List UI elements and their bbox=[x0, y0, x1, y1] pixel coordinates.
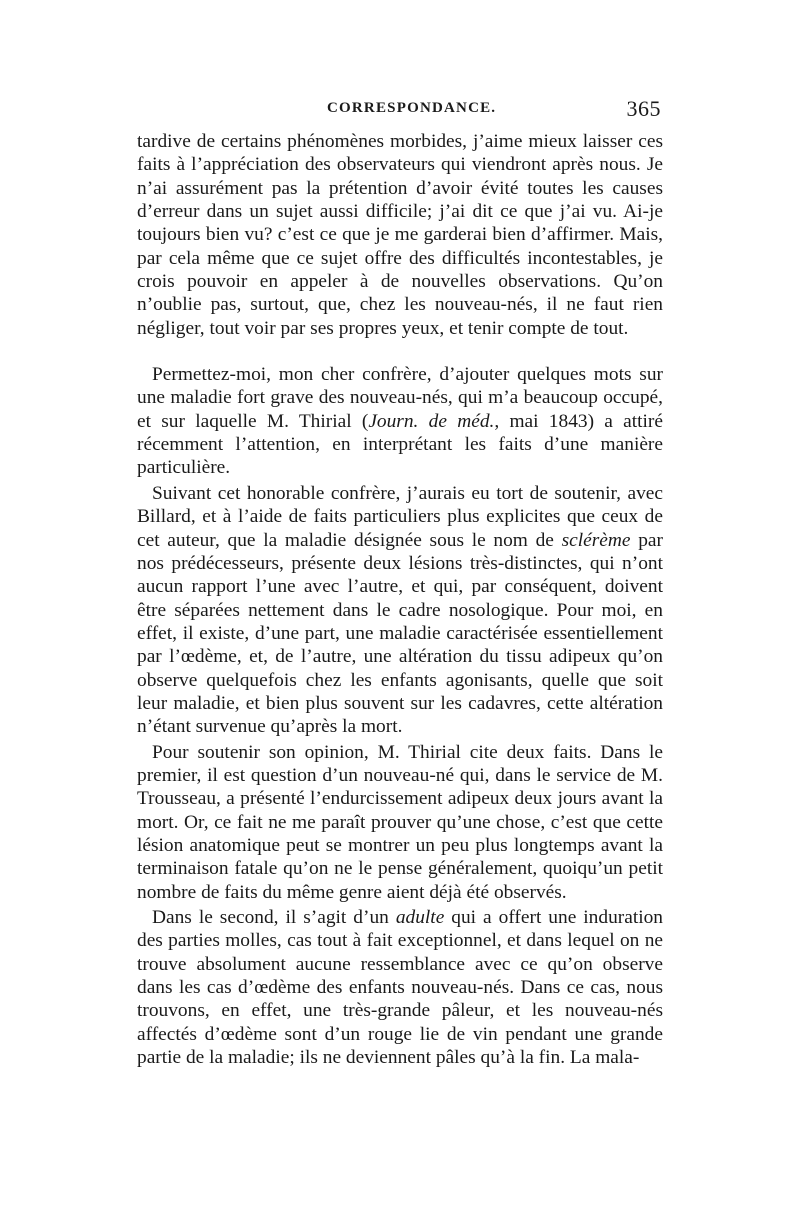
running-head bbox=[137, 96, 663, 130]
paragraph-4-text: Pour soutenir son opinion, M. Thirial cite deux faits. Dans le premier, il est question d’un nouveau-né qui, dans le service de M. Trousseau, a présenté l’endurcissement adipeux deux jours avant la mort. Or, ce fait ne me paraît prouver qu’une chose, c’est que cette lésion anatomique peut se montrer un peu plus longtemps avant la terminaison fatale qu’on ne le pense généralement, quoiqu’un petit nombre de faits du même genre aient déjà été observés. bbox=[137, 741, 663, 903]
paragraph-2 bbox=[137, 363, 663, 480]
paragraph-1-text: tardive de certains phénomènes morbides, j’aime mieux laisser ces faits à l’appréciation des observateurs qui viendront après nous. Je n’ai assurément pas la prétention d’avoir évité toutes les causes d’erreur dans un sujet aussi difficile; j’ai dit ce que j’ai vu. Ai-je toujours bien vu? c’est ce que je me garderai bien d’affirmer. Mais, par cela même que ce sujet offre des difficultés incontestables, je crois pouvoir en appeler à de nouvelles observations. Qu’on n’oublie pas, surtout, que, chez les nouveau-nés, il ne faut rien négliger, tout voir par ses propres yeux, et tenir compte de tout. bbox=[137, 131, 663, 339]
page-number: 365 bbox=[626, 96, 661, 121]
paragraph-4 bbox=[137, 741, 663, 904]
paragraph-3 bbox=[137, 482, 663, 739]
paragraph-5-text-b: qui a offert une induration des parties molles, cas tout à fait exceptionnel, et dans lequel on ne trouve absolument aucune ressemblance avec ce qu’on observe dans les cas d’œdème des enfants nouveau-nés. Dans ce cas, nous trouvons, en effet, une très-grande pâleur, et les nouveau-nés affectés d’œdème sont d’un rouge lie de vin pendant une grande partie de la maladie; ils ne deviennent pâles qu’à la fin. La mala- bbox=[137, 907, 663, 1069]
paragraph-2-text-b: , mai 1843) a attiré récemment l’attention, en interprétant les faits d’une manière particulière. bbox=[137, 410, 663, 479]
paragraph-1 bbox=[137, 130, 663, 340]
running-head-title: CORRESPONDANCE. bbox=[327, 100, 497, 116]
paragraph-3-text-a: Suivant cet honorable confrère, j’aurais eu tort de soutenir, avec Billard, et à l’aide de faits particuliers plus explicites que ceux de cet auteur, que la maladie désignée sous le nom de bbox=[137, 482, 663, 551]
emphasis-adulte: adulte bbox=[395, 907, 445, 928]
paragraph-5-text-a: Dans le second, il s’agit d’un bbox=[152, 907, 396, 928]
journal-citation: Journ. de méd. bbox=[368, 410, 495, 432]
paragraph-2-text-a: Permettez-moi, mon cher confrère, d’ajouter quelques mots sur une maladie fort grave des nouveau-nés, qui m’a beaucoup occupé, et sur laquelle M. Thirial ( bbox=[137, 364, 663, 432]
book-page bbox=[137, 96, 663, 1069]
paragraph-3-text-b: par nos prédécesseurs, présente deux lésions très-distinctes, qui n’ont aucun rapport l’une avec l’autre, et qui, par conséquent, doivent être séparées nettement dans le cadre nosologique. Pour moi, en effet, il existe, d’une part, une maladie caractérisée essentiellement par l’œdème, et, de l’autre, une altération du tissu adipeux qu’on observe quelquefois chez les enfants agonisants, quelle que soit leur maladie, et bien plus souvent sur les cadavres, cette altération n’étant survenue qu’après la mort. bbox=[137, 529, 663, 738]
term-scleréme: sclérème bbox=[561, 529, 631, 551]
paragraph-5 bbox=[137, 906, 663, 1069]
